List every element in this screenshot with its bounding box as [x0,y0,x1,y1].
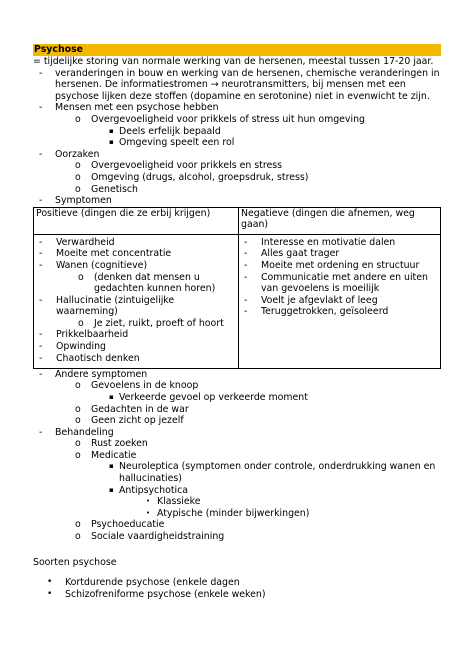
dash-marker: - [39,67,43,79]
table-header-negative: Negatieve (dingen die afnemen, weg gaan) [239,207,441,234]
table-list-item: - Teruggetrokken, geïsoleerd [244,306,389,318]
list-item: o Gevoelens in de knoop [75,380,199,392]
list-item: - Symptomen [39,195,112,207]
dash-marker: - [39,426,43,438]
table-list-item: o Je ziet, ruikt, proeft of hoort [78,317,224,329]
dash-marker: - [39,368,43,380]
table-list-item: - Communicatie met andere en uiten van gevoelens is moeilijk [244,271,428,295]
table-list-item: - Moeite met ordening en structuur [244,259,420,271]
positive-symptoms-cell [34,234,239,368]
table-list-item: - Chaotisch denken [39,352,140,364]
dash-marker: - [39,195,43,207]
square-bullet-icon: ▪ [109,485,114,494]
list-item: - Behandeling [39,426,114,438]
list-item: - Andere symptomen [39,368,148,380]
square-bullet-icon: ▪ [109,392,114,401]
list-item: o Medicatie [75,449,137,461]
table-list-item: - Hallucinatie (zintuigelijke waarneming) [39,294,175,318]
circle-marker: o [75,171,81,183]
list-item: o Rust zoeken [75,438,148,450]
bullet-icon: • [146,508,151,517]
definition: = tijdelijke storing van normale werking van de hersenen, meestal tussen 17-20 jaar. [33,56,434,67]
list-item: • Kortdurende psychose (enkele dagen [47,577,240,589]
circle-marker: o [75,160,81,172]
table-list-item: - Verwardheid [39,236,115,248]
dash-marker: - [39,102,43,114]
negative-symptoms-cell [239,234,441,368]
list-item: o Overgevoeligheid voor prikkels en stress [75,160,283,172]
table-list-item: - Prikkelbaarheid [39,329,129,341]
table-list-item: - Opwinding [39,341,106,353]
list-item: • Atypische (minder bijwerkingen) [146,507,310,519]
table-list-item: - Moeite met concentratie [39,248,172,260]
list-item: o Overgevoeligheid voor prikkels of stress uit hun omgeving [75,113,365,125]
square-bullet-icon: ▪ [109,126,114,135]
table-header-positive: Positieve (dingen die ze erbij krijgen) [34,207,239,234]
circle-marker: o [75,113,81,125]
dash-marker: - [39,148,43,160]
list-item: o Gedachten in de war [75,403,189,415]
table-list-item: - Wanen (cognitieve) [39,259,148,271]
list-item: o Sociale vaardigheidstraining [75,531,225,543]
list-item: - veranderingen in bouw en werking van de hersenen, chemische veranderingen in hersenen. De informatiestromen → neurotransmitters, bij mensen met een psychose lijken deze stoffen (dopamine en serotonine) niet in evenwicht te zijn. [39,67,440,102]
bullet-icon: • [47,577,53,588]
bullet-icon: • [47,588,53,599]
list-item: o Psychoeducatie [75,519,165,531]
bullet-icon: • [146,497,151,506]
list-item: - Mensen met een psychose hebben [39,102,219,114]
list-item: o Genetisch [75,183,139,195]
document-page [33,44,441,600]
square-bullet-icon: ▪ [109,462,114,471]
table-list-item: - Interesse en motivatie dalen [244,236,396,248]
list-item: ▪ Verkeerde gevoel op verkeerde moment [109,391,308,403]
list-item: • Schizofreniforme psychose (enkele weken) [47,588,266,600]
table-list-item: o (denken dat mensen u gedachten kunnen horen) [78,271,216,295]
square-bullet-icon: ▪ [109,138,114,147]
circle-marker: o [75,183,81,195]
table-list-item: - Alles gaat trager [244,248,340,260]
list-item: o Geen zicht op jezelf [75,415,184,427]
list-item: ▪ Neuroleptica (symptomen onder controle, onderdrukking wanen en hallucinaties) [109,461,436,485]
document-title: Psychose [33,44,441,56]
table-list-item: - Voelt je afgevlakt of leeg [244,294,378,306]
list-item: • Klassieke [146,496,201,508]
list-item: ▪ Deels erfelijk bepaald [109,125,221,137]
list-item: ▪ Omgeving speelt een rol [109,137,235,149]
list-item: o Omgeving (drugs, alcohol, groepsdruk, stress) [75,171,309,183]
list-item: ▪ Antipsychotica [109,484,189,496]
symptoms-table [33,207,441,369]
section-heading: Soorten psychose [33,556,117,568]
list-item: - Oorzaken [39,148,100,160]
